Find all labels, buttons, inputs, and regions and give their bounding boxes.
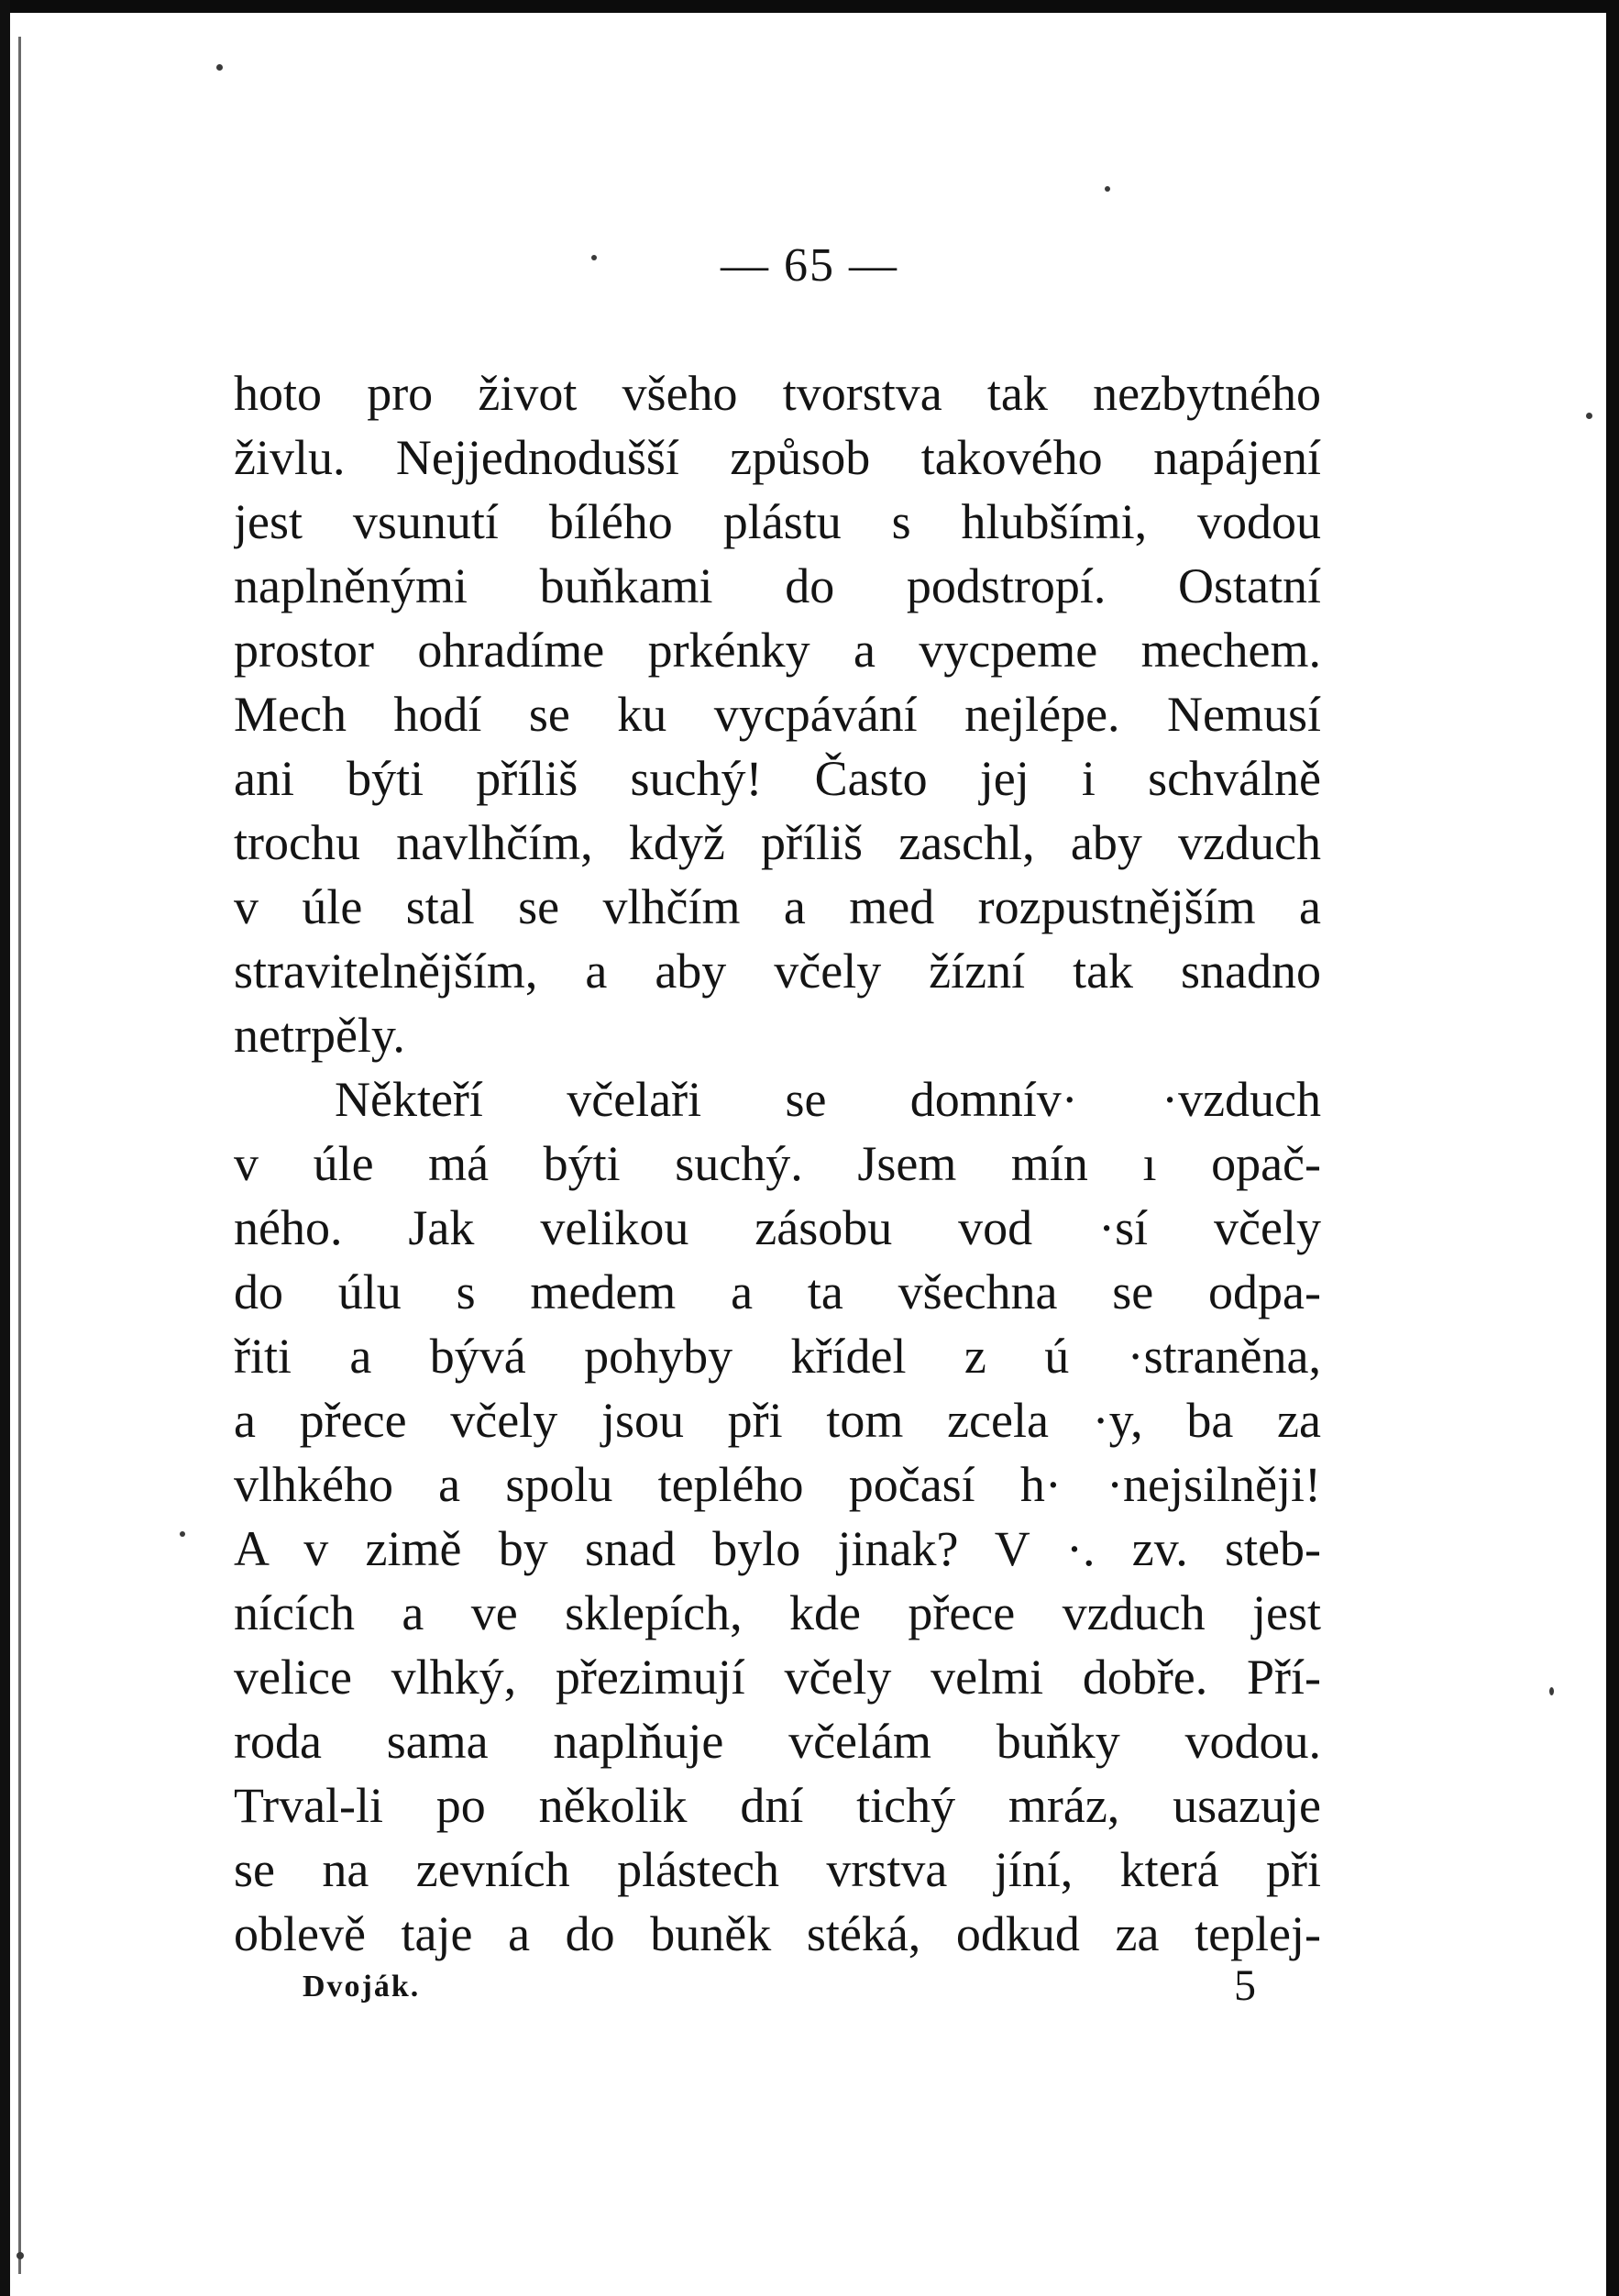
page-number-header: — 65 — — [721, 239, 898, 292]
text-line: naplněnými buňkami do podstropí. Ostatní — [234, 558, 1321, 613]
text-line: prostor ohradíme prkénky a vycpeme mechem. — [234, 623, 1321, 678]
text-line: a přece včely jsou při tom zcela ·y, ba za — [234, 1393, 1321, 1448]
scan-speck — [180, 1531, 185, 1537]
text-line: velice vlhký, přezimují včely velmi dobře. Pří- — [234, 1650, 1321, 1705]
text-line: jest vsunutí bílého plástu s hlubšími, vodou — [234, 494, 1321, 549]
text-line: do úlu s medem a ta všechna se odpa- — [234, 1264, 1321, 1319]
text-line: ani býti příliš suchý! Často jej i schválně — [234, 751, 1321, 806]
scan-border-left — [0, 0, 10, 2296]
binding-gutter-line — [18, 37, 21, 2274]
text-line: Trval-li po několik dní tichý mráz, usazuje — [234, 1778, 1321, 1833]
body-text — [234, 361, 1321, 1966]
scan-speck — [1105, 186, 1110, 192]
text-line: A v zimě by snad bylo jinak? V ·. zv. steb- — [234, 1521, 1321, 1576]
scan-speck — [1549, 1687, 1554, 1695]
text-line: živlu. Nejjednodušší způsob takového napájení — [234, 430, 1321, 485]
text-line: řiti a bývá pohyby křídel z ú ·straněna, — [234, 1329, 1321, 1384]
scan-speck — [17, 2252, 24, 2259]
footer-sheet-number: 5 — [1234, 1961, 1256, 2010]
text-line: stravitelnějším, a aby včely žízní tak snadno — [234, 944, 1321, 999]
footer-author-signature: Dvoják. — [303, 1970, 421, 2003]
scan-border-right — [1606, 0, 1619, 2296]
text-line: trochu navlhčím, když příliš zaschl, aby vzduch — [234, 815, 1321, 870]
scan-speck — [591, 255, 597, 260]
scan-border-top — [0, 0, 1619, 13]
text-line: v úle má býti suchý. Jsem mín ı opač- — [234, 1136, 1321, 1191]
text-line: oblevě taje a do buněk stéká, odkud za teplej- — [234, 1906, 1321, 1961]
text-line: vlhkého a spolu teplého počasí h· ·nejsilněji! — [234, 1457, 1321, 1512]
page-footer — [303, 1959, 1256, 2014]
text-line: roda sama naplňuje včelám buňky vodou. — [234, 1714, 1321, 1769]
text-line: v úle stal se vlhčím a med rozpustnějším a — [234, 879, 1321, 934]
text-line: ného. Jak velikou zásobu vod ·sí včely — [234, 1200, 1321, 1255]
text-line: Mech hodí se ku vycpávání nejlépe. Nemusí — [234, 687, 1321, 742]
paragraph-end-line: netrpěly. — [234, 1008, 405, 1063]
text-line: nících a ve sklepích, kde přece vzduch jest — [234, 1585, 1321, 1640]
paragraph-start-line: Někteří včelaři se domnív· ·vzduch — [335, 1072, 1321, 1127]
text-line: hoto pro život všeho tvorstva tak nezbytného — [234, 366, 1321, 421]
scan-speck — [216, 64, 223, 71]
text-line: se na zevních plástech vrstva jíní, která při — [234, 1842, 1321, 1897]
scan-speck — [1586, 413, 1592, 419]
